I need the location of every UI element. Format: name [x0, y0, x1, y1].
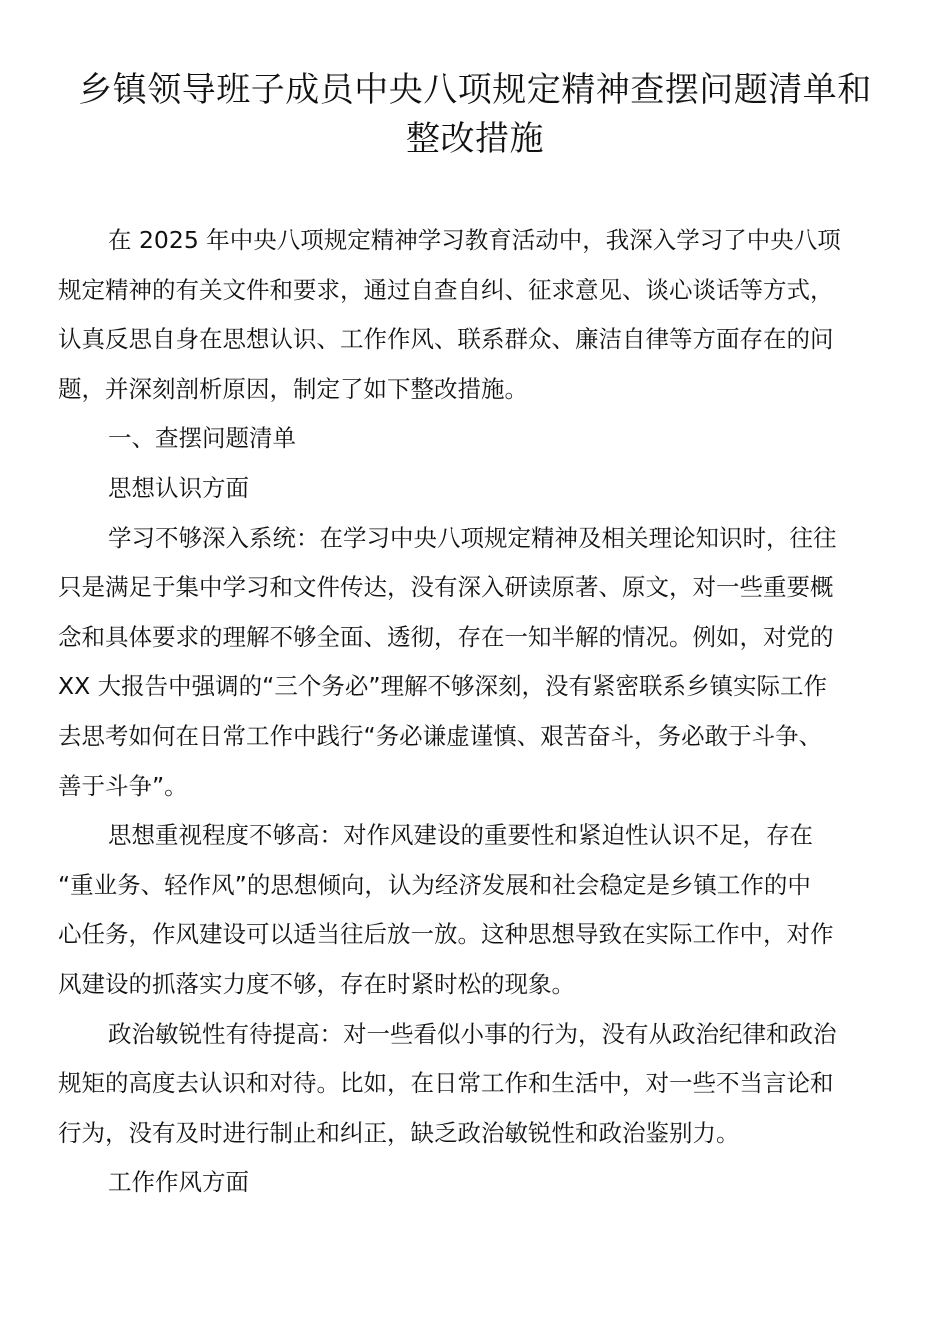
paragraph-study-line-2: 只是满足于集中学习和文件传达，没有深入研读原著、原文，对一些重要概 — [58, 573, 834, 601]
document-title-line-2: 整改措施 — [406, 119, 544, 159]
intro-paragraph-line-4: 题，并深刻剖析原因，制定了如下整改措施。 — [58, 375, 528, 403]
section-heading-problem-list: 一、查摆问题清单 — [108, 424, 296, 452]
intro-paragraph-line-1: 在 2025 年中央八项规定精神学习教育活动中，我深入学习了中央八项 — [108, 226, 841, 254]
paragraph-attention-line-3: 心任务，作风建设可以适当往后放一放。这种思想导致在实际工作中，对作 — [58, 920, 834, 948]
subsection-heading-work-style: 工作作风方面 — [108, 1168, 249, 1196]
paragraph-political-line-1: 政治敏锐性有待提高：对一些看似小事的行为，没有从政治纪律和政治 — [108, 1020, 837, 1048]
paragraph-political-line-3: 行为，没有及时进行制止和纠正，缺乏政治敏锐性和政治鉴别力。 — [58, 1119, 740, 1147]
paragraph-study-line-5: 去思考如何在日常工作中践行“务必谦虚谨慎、艰苦奋斗，务必敢于斗争、 — [58, 722, 823, 750]
paragraph-attention-line-4: 风建设的抓落实力度不够，存在时紧时松的现象。 — [58, 970, 575, 998]
document-title-line-1: 乡镇领导班子成员中央八项规定精神查摆问题清单和 — [78, 70, 872, 110]
paragraph-attention-line-1: 思想重视程度不够高：对作风建设的重要性和紧迫性认识不足，存在 — [108, 821, 813, 849]
paragraph-study-line-3: 念和具体要求的理解不够全面、透彻，存在一知半解的情况。例如，对党的 — [58, 623, 834, 651]
intro-paragraph-line-2: 规定精神的有关文件和要求，通过自查自纠、征求意见、谈心谈话等方式， — [58, 276, 834, 304]
paragraph-study-line-4: XX 大报告中强调的“三个务必”理解不够深刻，没有紧密联系乡镇实际工作 — [58, 672, 828, 700]
paragraph-study-line-6: 善于斗争”。 — [58, 772, 188, 800]
paragraph-attention-line-2: “重业务、轻作风”的思想倾向，认为经济发展和社会稳定是乡镇工作的中 — [58, 871, 811, 899]
paragraph-study-line-1: 学习不够深入系统：在学习中央八项规定精神及相关理论知识时，往往 — [108, 524, 837, 552]
subsection-heading-thinking: 思想认识方面 — [108, 474, 249, 502]
paragraph-political-line-2: 规矩的高度去认识和对待。比如，在日常工作和生活中，对一些不当言论和 — [58, 1069, 834, 1097]
intro-paragraph-line-3: 认真反思自身在思想认识、工作作风、联系群众、廉洁自律等方面存在的问 — [58, 325, 834, 353]
